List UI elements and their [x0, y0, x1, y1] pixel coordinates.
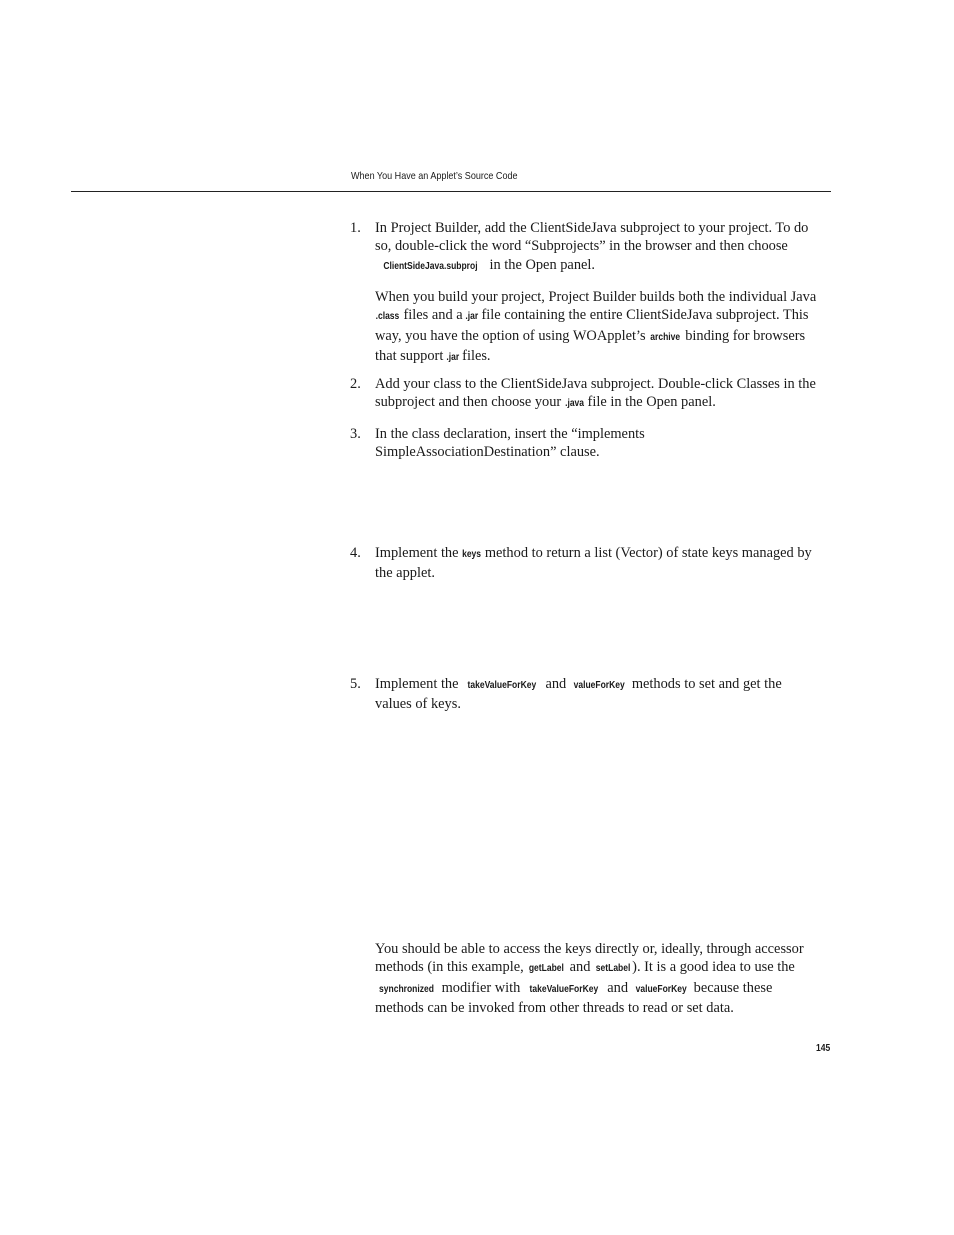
code-term: .class	[375, 311, 400, 323]
step-4	[350, 544, 820, 583]
code-term: getLabel	[529, 963, 565, 975]
note-text: When you build your project, Project Builder builds both the individual Java .class files and a .jar file containing the entire ClientSideJava subproject. This way, you have the option of using WOApplet’s archive binding for browsers that support .jar files.	[375, 288, 820, 368]
step-5-note	[350, 940, 820, 1018]
code-term: ClientSideJava.subproj	[383, 260, 478, 272]
step-text: In Project Builder, add the ClientSideJava subproject to your project. To do so, double-click the word “Subprojects” in the browser and then choose ClientSideJava.subproj in the Open panel.	[375, 219, 820, 276]
code-term: .jar	[446, 352, 460, 364]
step-number: 4.	[350, 545, 361, 561]
header-rule	[71, 191, 831, 192]
step-2	[350, 375, 820, 414]
page-number: 145	[816, 1043, 831, 1054]
code-term: takeValueForKey	[529, 983, 599, 995]
code-term: valueForKey	[635, 983, 687, 995]
code-term: synchronized	[379, 983, 434, 995]
step-1	[350, 219, 820, 276]
note-text: You should be able to access the keys directly or, ideally, through accessor methods (in this example, getLabel and setLabel ). It is a good idea to use the synchronized modifier with takeValueForKey and valueForKey because these methods can be invoked from other threads to read or set data.	[375, 941, 804, 1017]
code-term: archive	[650, 331, 681, 343]
step-number: 1.	[350, 220, 361, 236]
step-number: 2.	[350, 376, 361, 392]
step-3	[350, 425, 820, 462]
running-header: When You Have an Applet’s Source Code	[351, 170, 518, 182]
step-number: 5.	[350, 676, 361, 692]
step-text: Implement the takeValueForKey and valueForKey methods to set and get the values of keys.	[375, 676, 782, 713]
code-term: .jar	[465, 311, 479, 323]
step-number: 3.	[350, 426, 361, 442]
code-term: setLabel	[595, 963, 631, 975]
code-term: valueForKey	[573, 680, 625, 691]
step-text: Implement the keys method to return a list (Vector) of state keys managed by the applet.	[375, 545, 812, 582]
code-term: .java	[564, 398, 584, 410]
code-term: takeValueForKey	[467, 680, 537, 691]
step-text: Add your class to the ClientSideJava subproject. Double-click Classes in the subproject and then choose your .java file in the Open panel.	[375, 375, 820, 414]
step-text: In the class declaration, insert the “implements SimpleAssociationDestination” clause.	[375, 426, 645, 461]
step-5	[350, 675, 820, 714]
step-1-note	[350, 288, 820, 368]
code-term: keys	[462, 549, 482, 560]
